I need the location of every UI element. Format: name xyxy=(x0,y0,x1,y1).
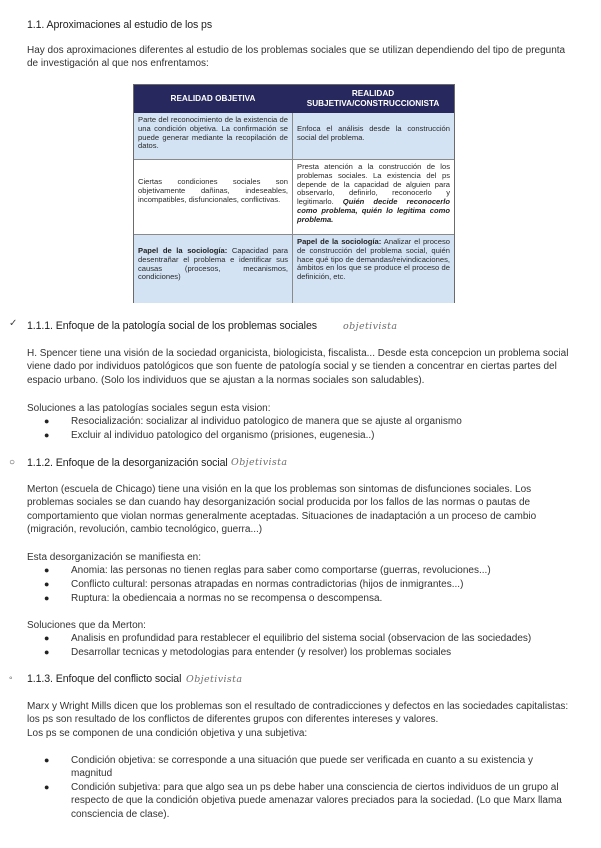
list-item-111-2: Excluir al individuo patologico del organismo (prisiones, eugenesia..) xyxy=(71,430,375,441)
intro-paragraph: Hay dos aproximaciones diferentes al estudio de los problemas sociales que se utilizan dependiendo del tipo de pregunta de investigación al que nos enfrentamos: xyxy=(27,45,566,70)
bullet-icon: ● xyxy=(44,579,50,589)
header-subjective-line1: REALIDAD xyxy=(351,89,395,98)
paragraph-111: H. Spencer tiene una visión de la sociedad organicista, biologicista, fiscalista... Desde esta concepcion un problema social viene dado por individuos patológicos que son fuente de patología social y se tienden a concentrar en ciertas partes del espacio urbano. (Solo los individuos que se ajustan a la normas sociales son saludables). xyxy=(27,348,569,386)
bullet-icon: ● xyxy=(44,416,50,426)
list-item-112-2: Conflicto cultural: personas atrapadas en normas contradictorias (hijos de inmigrantes...) xyxy=(71,579,464,590)
dot-mark-icon: ◦ xyxy=(9,673,13,684)
subsection-title-112: 1.1.2. Enfoque de la desorganización social xyxy=(27,457,228,469)
list-intro-111: Soluciones a las patologías sociales segun esta vision: xyxy=(27,403,271,414)
bullet-icon: ● xyxy=(44,755,50,765)
table-cell-r1-left: Parte del reconocimiento de la existencia de una condición objetiva. La confirmación se puede generar mediante la recopilación de datos. xyxy=(134,113,292,159)
handwritten-note-112: Objetivista xyxy=(231,457,288,468)
r2-right-emphasis: Quién decide reconocerlo como problema, quién lo legitima como problema. xyxy=(297,197,450,224)
table-cell-r2-left: Ciertas condiciones sociales son objetivamente dañinas, indeseables, incompatibles, disfuncionales, conflictivas. xyxy=(138,177,288,204)
table-header-subjective xyxy=(292,85,454,113)
list-item-112-1: Anomia: las personas no tienen reglas para saber como comportarse (guerras, revoluciones...) xyxy=(71,565,491,576)
list2-item-112-1: Analisis en profundidad para restablecer el equilibrio del sistema social (observacion de las sociedades) xyxy=(71,633,532,644)
subsection-title-113: 1.1.3. Enfoque del conflicto social xyxy=(27,673,182,685)
list2-intro-112: Soluciones que da Merton: xyxy=(27,620,146,631)
table-cell-r3-left xyxy=(134,235,292,303)
bullet-icon: ● xyxy=(44,430,50,440)
table-column-divider xyxy=(292,113,293,303)
paragraph-113-2: Los ps se componen de una condición objetiva y una subjetiva: xyxy=(27,728,308,739)
bullet-icon: ● xyxy=(44,647,50,657)
section-title: 1.1. Aproximaciones al estudio de los ps xyxy=(27,19,213,31)
handwritten-note-111: objetivista xyxy=(343,321,398,332)
circle-mark-icon: ○ xyxy=(9,457,16,468)
header-subjective-line2: SUBJETIVA/CONSTRUCCIONISTA xyxy=(306,99,440,108)
table-cell-r3-right xyxy=(293,235,454,303)
handwritten-note-113: Objetivista xyxy=(186,674,243,685)
r2-right-plain: Presta atención a la construcción de los problemas sociales. La existencia del ps depende de la capacidad de alguien para observarlo, definirlo, reconocerlo y legitimarlo. xyxy=(297,162,450,207)
table-header-objective xyxy=(134,85,292,113)
bullet-icon: ● xyxy=(44,782,50,792)
check-mark-icon: ✓ xyxy=(9,318,18,329)
list2-item-112-2: Desarrollar tecnicas y metodologias para entender (y resolver) los problemas sociales xyxy=(71,647,452,658)
paragraph-113-1: Marx y Wright Mills dicen que los problemas son el resultado de contradicciones y defectos en las sociedades capitalistas: los ps son resultado de los conflictos de diferentes grupos con diferentes intereses y valores. xyxy=(27,701,569,726)
comparison-table xyxy=(133,84,455,303)
bullet-icon: ● xyxy=(44,633,50,643)
paragraph-112: Merton (escuela de Chicago) tiene una visión en la que los problemas son sintomas de disfunciones sociales. Los problemas sociales se dan cuando hay desorganización social producida por los fallos de las normas o pautas de comportamiento que violan normas generalmente aceptadas. Situaciones de inadaptación a un proceso de cambio (migración, revolución, cambio tecnológico, guerra...) xyxy=(27,484,537,536)
list-item-113-2: Condición subjetiva: para que algo sea un ps debe haber una consciencia de ciertos individuos de un grupo al respecto de que la condición objetiva puede amenazar valores preciados para la sociedad. (Lo que Marx llama consciencia de clase). xyxy=(71,782,562,820)
list-item-111-1: Resocialización: socializar al individuo patologico de manera que se ajuste al organismo xyxy=(71,416,462,427)
header-objective-label: REALIDAD OBJETIVA xyxy=(170,94,256,103)
bullet-icon: ● xyxy=(44,593,50,603)
r3-left-text: Capacidad para desentrañar el problema e identificar sus causas (procesos, mecanismos, condiciones) xyxy=(138,246,288,282)
r3-right-label: Papel de la sociología: xyxy=(297,237,382,246)
list-item-113-1: Condición objetiva: se corresponde a una situación que puede ser verificada en cuanto a su existencia y magnitud xyxy=(71,755,533,780)
list-item-112-3: Ruptura: la obediencaia a normas no se recompensa o descompensa. xyxy=(71,593,383,604)
table-cell-r2-right xyxy=(293,160,454,234)
subsection-title-111: 1.1.1. Enfoque de la patología social de los problemas sociales xyxy=(27,320,317,332)
header-subjective-label xyxy=(307,89,440,109)
table-cell-r1-right: Enfoca el análisis desde la construcción social del problema. xyxy=(293,113,454,159)
r3-left-label: Papel de la sociología: xyxy=(138,246,228,255)
r3-right-text: Analizar el proceso de construcción del problema social, quién hace qué tipo de demandas/reivindicaciones, ámbitos en los que se produce el proceso de definición, etc. xyxy=(297,237,450,282)
bullet-icon: ● xyxy=(44,565,50,575)
list-intro-112: Esta desorganización se manifiesta en: xyxy=(27,552,201,563)
